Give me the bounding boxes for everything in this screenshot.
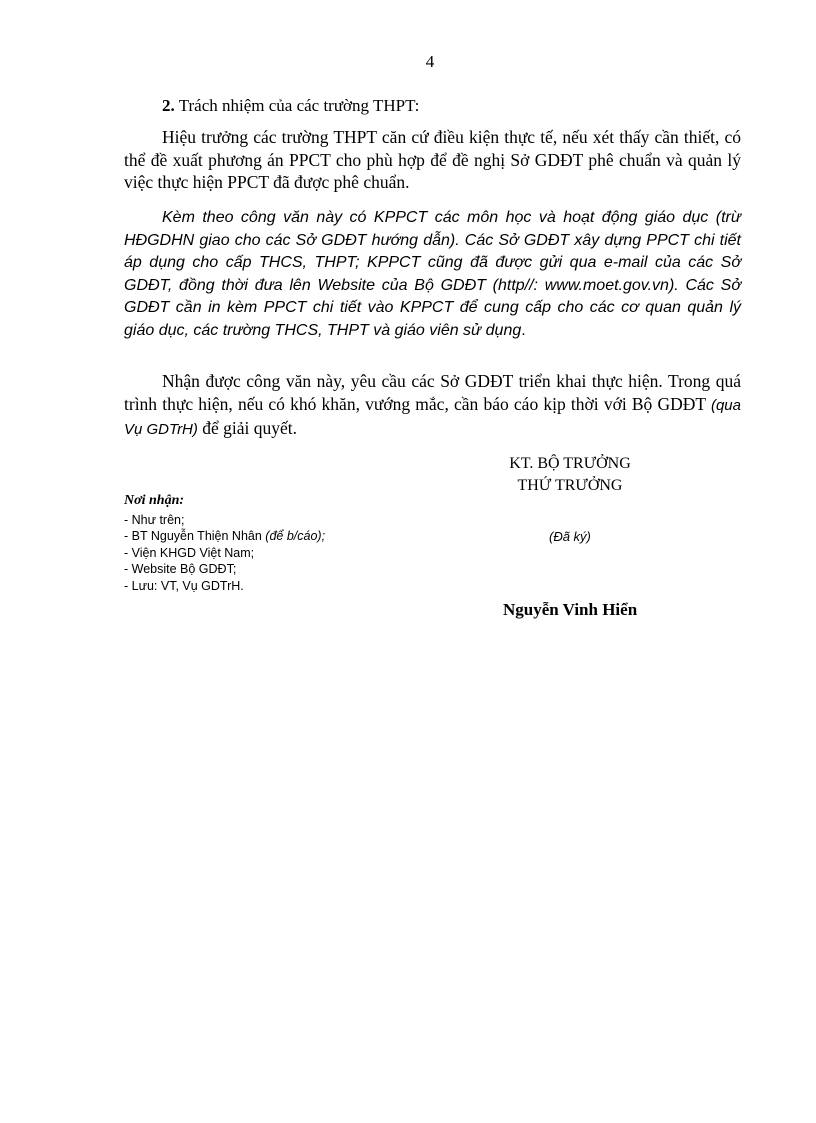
paragraph-attachments-end: . [521,321,526,339]
signed-note: (Đã ký) [549,529,591,544]
paragraph-implementation-after: để giải quyết. [197,418,298,438]
page-number: 4 [425,52,435,71]
signer-title-line2: THỨ TRƯỞNG [517,477,623,494]
paragraph-principal-responsibility: Hiệu trưởng các trường THPT căn cứ điều kiện thực tế, nếu xét thấy cần thiết, có thể đề xuất phương án PPCT cho phù hợp để đề nghị Sở GDĐT phê chuẩn và quản lý việc thực hiện PPCT đã được phê chuẩn. [124,127,741,192]
recipient-item: - Website Bộ GDĐT; [124,562,237,577]
recipients-title: Nơi nhận: [124,493,185,508]
recipient-item: - Lưu: VT, Vụ GDTrH. [124,578,244,593]
paragraph-attachments [124,207,741,343]
recipient-item: - Viện KHGD Việt Nam; [124,545,255,560]
section-heading [162,96,419,116]
paragraph-implementation-before: Nhận được công văn này, yêu cầu các Sở GDĐT triển khai thực hiện. Trong quá trình thực hiện, nếu có khó khăn, vướng mắc, cần báo cáo kịp thời với Bộ GDĐT [124,371,741,414]
recipient-item: - BT Nguyễn Thiện Nhân (để b/cáo); [124,529,326,544]
recipient-item: - Như trên; [124,512,185,527]
recipients-block [124,493,504,595]
paragraph-implementation [124,370,741,442]
paragraph-implementation-italic: (qua Vụ GDTrH) [124,396,741,438]
paragraph-attachments-text: Kèm theo công văn này có KPPCT các môn học và hoạt động giáo dục (trừ HĐGDHN giao cho các Sở GDĐT hướng dẫn). Các Sở GDĐT xây dựng PPCT chi tiết áp dụng cho cấp THCS, THPT; KPPCT cũng đã được gửi qua e-mail của các Sở GDĐT, đồng thời đưa lên Website của Bộ GDĐT (http//: www.moet.gov.vn). Các Sở GDĐT cần in kèm PPCT chi tiết vào KPPCT để cung cấp cho các cơ quan quản lý giáo dục, các trường THCS, THPT và giáo viên sử dụng [124,209,741,339]
section-number: 2. [162,96,175,115]
section-title: Trách nhiệm của các trường THPT: [178,96,420,115]
signer-title-block [440,453,700,497]
signer-title-line1: KT. BỘ TRƯỞNG [509,455,631,472]
signer-name: Nguyễn Vinh Hiển [503,600,638,619]
